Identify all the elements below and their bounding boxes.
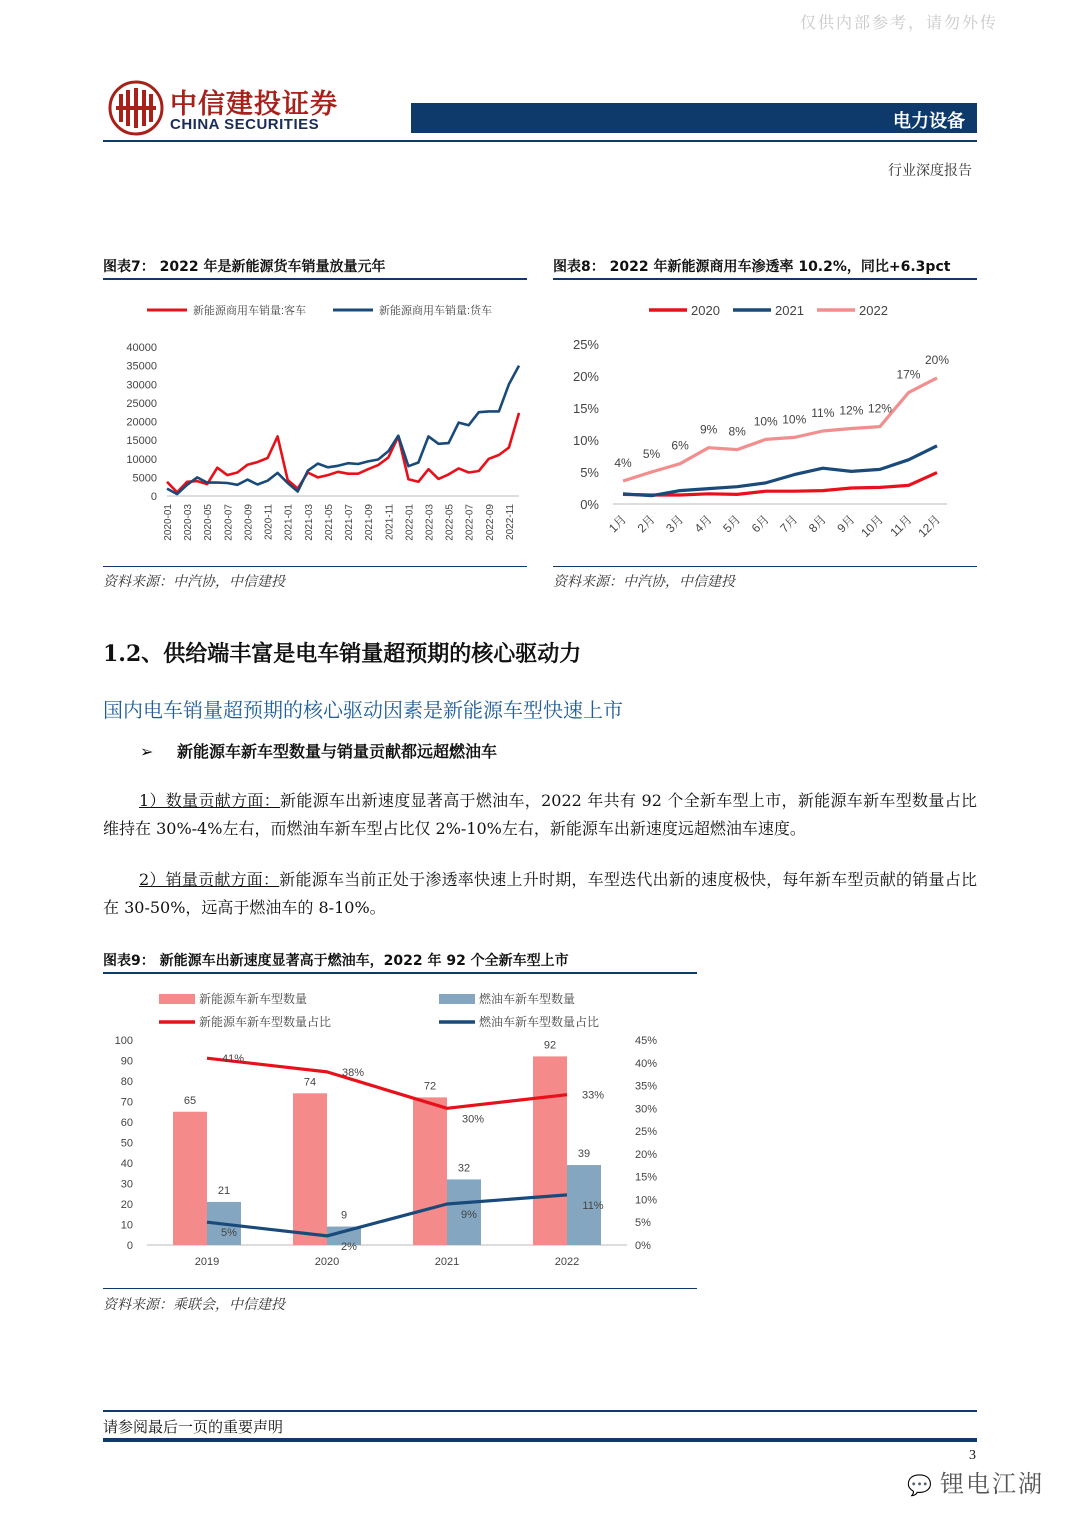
paragraph-quantity-lead: 1）数量贡献方面：: [139, 791, 281, 810]
fig8-bottom-rule: [553, 566, 977, 567]
fig9-legend-label: 燃油车新车型数量: [479, 992, 576, 1006]
fig8-y-tick-label: 0%: [580, 497, 599, 512]
fig8-y-tick-label: 25%: [572, 337, 599, 352]
fig7-y-tick-label: 40000: [126, 342, 157, 354]
fig9-y2-tick-label: 35%: [635, 1080, 658, 1093]
fig9-source: 资料来源：乘联会，中信建投: [103, 1297, 285, 1313]
fig9-y-tick-label: 20: [120, 1199, 133, 1211]
fig8-x-tick-label: 6月: [748, 512, 772, 536]
fig8-y-tick-label: 15%: [572, 401, 599, 416]
fig9-legend-swatch: [439, 994, 475, 1004]
fig9-y-tick-label: 60: [120, 1117, 133, 1129]
fig8-data-label: 10%: [782, 412, 807, 427]
fig8-x-tick-label: 5月: [720, 512, 744, 536]
fig9-title: 图表9： 新能源车出新速度显著高于燃油车，2022 年 92 个全新车型上市: [103, 953, 569, 969]
fig9-y-tick-label: 40: [120, 1158, 133, 1170]
fig8-x-tick-label: 1月: [606, 512, 630, 536]
fig7-legend-label: 新能源商用车销量:货车: [379, 305, 493, 317]
fig7-x-tick-label: 2020-11: [263, 504, 275, 540]
fig7-legend-label: 新能源商用车销量:客车: [193, 305, 307, 317]
fig9-y2-tick-label: 45%: [635, 1035, 658, 1047]
fig7-x-tick-label: 2020-05: [203, 504, 215, 541]
fig9-line-label: 30%: [461, 1113, 485, 1126]
fig8-x-tick-label: 7月: [777, 512, 801, 536]
fig7-title: 图表7： 2022 年是新能源货车销量放量元年: [103, 259, 386, 275]
paragraph-quantity: [103, 787, 977, 843]
fig7-x-tick-label: 2021-07: [344, 504, 356, 541]
fig9-bar-label: 92: [543, 1039, 557, 1052]
fig9-y2-tick-label: 10%: [635, 1194, 658, 1207]
fig9-share-line-nev: [207, 1058, 567, 1108]
fig9-legend-swatch: [159, 994, 195, 1004]
fig8-data-label: 6%: [671, 438, 689, 453]
fig9-y-tick-label: 0: [126, 1240, 133, 1252]
fig8-data-label: 5%: [642, 447, 661, 461]
fig9-bar-nev: [293, 1093, 327, 1245]
fig9-y2-tick-label: 25%: [635, 1126, 658, 1139]
fig8-x-tick-label: 11月: [887, 512, 915, 540]
fig9-bar-nev: [173, 1112, 207, 1245]
fig9-line-label: 11%: [582, 1199, 604, 1212]
fig7-x-tick-label: 2020-07: [223, 504, 235, 541]
fig7-source: 资料来源：中汽协，中信建投: [103, 574, 285, 590]
fig8-data-label: 20%: [924, 352, 950, 367]
fig9-y2-tick-label: 30%: [635, 1103, 658, 1116]
fig9-x-tick-label: 2019: [194, 1256, 220, 1268]
fig9-x-tick-label: 2020: [314, 1256, 340, 1268]
fig9-line-label: 38%: [341, 1066, 365, 1079]
fig8-data-label: 17%: [896, 367, 921, 382]
fig9-line-label: 33%: [581, 1089, 605, 1102]
fig7-x-tick-label: 2020-03: [183, 504, 195, 541]
footer-divider-bottom: [103, 1438, 977, 1442]
fig8-legend-label: 2022: [859, 303, 888, 318]
sector-label: 电力设备: [893, 111, 965, 132]
fig7-y-tick-label: 25000: [126, 397, 157, 410]
fig8-data-label: 10%: [753, 414, 778, 429]
fig9-line-label: 9%: [461, 1209, 477, 1221]
fig7-x-tick-label: 2022-03: [424, 504, 436, 541]
fig8-y-tick-label: 5%: [580, 465, 599, 480]
fig7-y-tick-label: 30000: [126, 379, 157, 392]
fig8-data-label: 11%: [811, 406, 835, 421]
fig8-x-tick-label: 2月: [634, 512, 658, 536]
fig7-y-tick-label: 0: [150, 491, 157, 503]
report-type: 行业深度报告: [888, 163, 972, 179]
fig9-chart: [103, 982, 697, 1284]
fig8-x-tick-label: 8月: [805, 512, 829, 536]
sector-banner: [411, 103, 977, 133]
china-securities-logo-icon: [108, 80, 164, 136]
fig9-y-tick-label: 100: [114, 1035, 133, 1047]
fig8-source: 资料来源：中汽协，中信建投: [553, 574, 735, 590]
paragraph-sales: [103, 866, 977, 922]
channel-name: 锂电江湖: [940, 1470, 1044, 1498]
fig8-legend-label: 2021: [775, 303, 804, 318]
fig7-x-tick-label: 2022-01: [404, 504, 416, 541]
fig8-legend-label: 2020: [691, 303, 720, 318]
page-number: 3: [969, 1448, 976, 1463]
fig9-y-tick-label: 50: [120, 1137, 133, 1150]
fig8-data-label: 12%: [867, 401, 892, 416]
fig9-bar-nev: [533, 1056, 567, 1245]
fig8-data-label: 9%: [699, 422, 718, 437]
fig8-title-rule: [553, 278, 977, 280]
fig9-bottom-rule: [103, 1288, 697, 1289]
fig7-x-tick-label: 2020-01: [163, 504, 174, 541]
fig9-y2-tick-label: 5%: [635, 1217, 651, 1230]
fig9-y2-tick-label: 20%: [635, 1148, 658, 1161]
paragraph-sales-body: 新能源车当前正处于渗透率快速上升时期，车型迭代出新的速度极快，每年新车型贡献的销量占比在 30-50%，远高于燃油车的 8-10%。: [103, 870, 977, 917]
fig8-x-tick-label: 9月: [834, 512, 858, 536]
bullet-arrow-icon: ➢: [140, 742, 154, 761]
fig9-y-tick-label: 10: [120, 1219, 133, 1232]
fig9-bar-label: 32: [457, 1162, 471, 1175]
bullet-text: 新能源车新车型数量与销量贡献都远超燃油车: [176, 742, 497, 761]
fig8-data-label: 4%: [614, 455, 632, 470]
fig7-y-tick-label: 20000: [126, 416, 157, 429]
fig8-chart: [553, 290, 977, 560]
fig9-legend-label: 新能源车新车型数量: [199, 992, 308, 1006]
header-divider: [103, 140, 977, 142]
paragraph-sales-lead: 2）销量贡献方面：: [139, 870, 280, 889]
fig9-y-tick-label: 70: [120, 1096, 133, 1109]
fig7-x-tick-label: 2021-09: [364, 504, 376, 541]
fig7-title-rule: [103, 278, 527, 280]
fig9-y-tick-label: 90: [120, 1055, 133, 1068]
paragraph-quantity-body: 新能源车出新速度显著高于燃油车，2022 年共有 92 个全新车型上市，新能源车新车型数量占比维持在 30%-4%左右，而燃油车新车型占比仅 2%-10%左右，新能源车出新速度远超燃油车速度。: [103, 791, 977, 838]
fig9-bar-label: 21: [217, 1184, 231, 1197]
fig8-data-label: 12%: [839, 403, 864, 418]
section-subheading: 国内电车销量超预期的核心驱动因素是新能源车型快速上市: [103, 698, 623, 722]
fig7-x-tick-label: 2021-11: [384, 504, 396, 540]
fig7-y-tick-label: 35000: [126, 360, 157, 373]
fig8-y-tick-label: 10%: [572, 433, 599, 448]
fig8-x-tick-label: 4月: [691, 512, 715, 536]
fig7-x-tick-label: 2022-11: [504, 504, 516, 540]
fig7-x-tick-label: 2021-01: [283, 504, 295, 541]
fig9-y2-tick-label: 0%: [635, 1240, 651, 1252]
fig9-line-label: 5%: [221, 1227, 237, 1240]
fig7-series-line-truck: [167, 366, 519, 495]
fig9-legend-label: 燃油车新车型数量占比: [479, 1015, 600, 1029]
brand-name-cn: 中信建投证券: [170, 89, 338, 120]
bullet-point: [140, 739, 497, 762]
fig7-y-tick-label: 10000: [126, 453, 157, 466]
fig9-share-line-ice: [207, 1195, 567, 1236]
fig9-bar-label: 74: [303, 1076, 317, 1089]
fig8-title: 图表8： 2022 年新能源商用车渗透率 10.2%，同比+6.3pct: [553, 259, 951, 275]
fig9-bar-label: 65: [183, 1094, 197, 1107]
fig9-line-label: 41%: [221, 1053, 245, 1066]
section-heading: 1.2、供给端丰富是电车销量超预期的核心驱动力: [103, 641, 582, 667]
fig7-x-tick-label: 2022-07: [464, 504, 476, 541]
confidential-watermark: 仅供内部参考，请勿外传: [799, 13, 998, 32]
footer-divider-top: [103, 1410, 977, 1412]
fig9-bar-nev: [413, 1097, 447, 1245]
fig9-legend-label: 新能源车新车型数量占比: [199, 1015, 332, 1029]
fig7-bottom-rule: [103, 566, 527, 567]
brand-name-en: CHINA SECURITIES: [170, 116, 320, 133]
fig9-bar-label: 9: [340, 1209, 348, 1222]
fig9-title-rule: [103, 972, 697, 974]
fig8-data-label: 8%: [728, 424, 746, 439]
fig9-y2-tick-label: 15%: [635, 1171, 658, 1184]
fig7-x-tick-label: 2020-09: [243, 504, 255, 541]
fig7-x-tick-label: 2021-05: [323, 504, 335, 541]
fig9-y-tick-label: 80: [120, 1076, 133, 1088]
fig7-y-tick-label: 5000: [132, 472, 157, 485]
channel-watermark: [907, 1464, 1044, 1499]
fig8-x-tick-label: 3月: [663, 512, 687, 536]
fig9-x-tick-label: 2022: [554, 1256, 580, 1268]
fig9-y2-tick-label: 40%: [635, 1057, 658, 1070]
fig9-line-label: 2%: [341, 1240, 357, 1253]
footer-disclaimer: 请参阅最后一页的重要声明: [103, 1418, 284, 1436]
fig7-chart: [103, 290, 527, 560]
fig7-x-tick-label: 2022-05: [444, 504, 456, 541]
fig8-x-tick-label: 10月: [858, 512, 887, 541]
fig9-y-tick-label: 30: [120, 1178, 133, 1191]
fig9-bar-label: 39: [577, 1148, 591, 1161]
fig7-y-tick-label: 15000: [126, 435, 157, 448]
fig8-y-tick-label: 20%: [572, 369, 599, 384]
fig7-x-tick-label: 2022-09: [484, 504, 496, 541]
fig7-x-tick-label: 2021-03: [303, 504, 315, 541]
wechat-icon: 💬: [907, 1473, 934, 1497]
fig8-x-tick-label: 12月: [915, 512, 944, 541]
fig9-bar-label: 72: [423, 1080, 437, 1093]
fig9-x-tick-label: 2021: [434, 1256, 460, 1268]
